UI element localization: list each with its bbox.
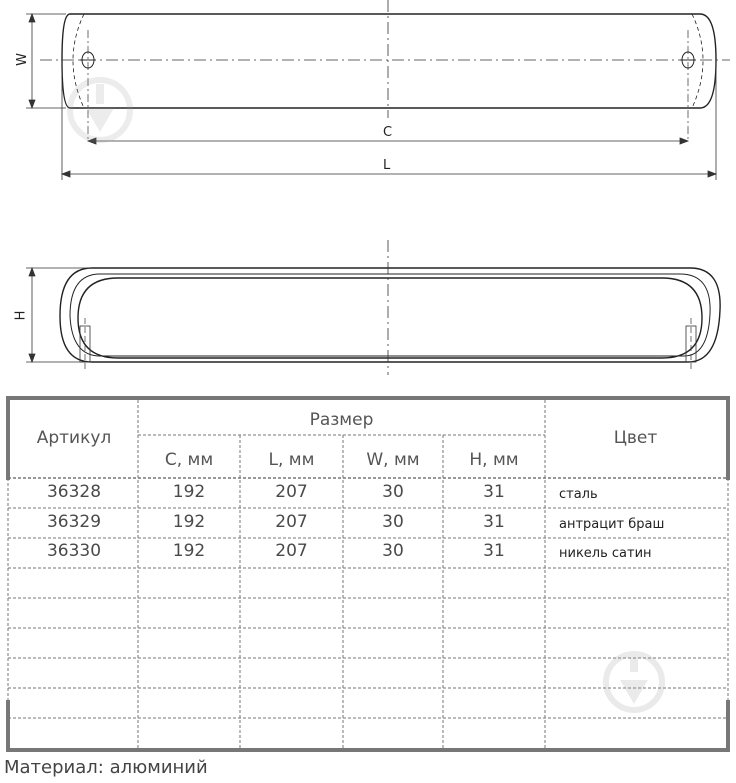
cell-w: 30 (382, 482, 404, 502)
cell-color: сталь (559, 487, 598, 502)
cell-c: 192 (172, 541, 206, 561)
cell-h: 31 (483, 512, 505, 532)
top-view (62, 14, 716, 108)
cell-l: 207 (275, 482, 308, 502)
label-h: H (13, 310, 29, 321)
label-l: L (383, 158, 391, 173)
watermark-logo-top (70, 80, 130, 140)
cell-article: 36328 (46, 482, 102, 502)
cell-color: антрацит браш (559, 517, 665, 532)
cell-l: 207 (275, 541, 308, 561)
subheader-h: H, мм (469, 450, 519, 470)
subheader-w: W, мм (366, 450, 420, 470)
dimension-h (26, 268, 92, 362)
label-w: W (14, 53, 30, 66)
cell-c: 192 (172, 482, 206, 502)
cell-color: никель сатин (559, 546, 652, 561)
cell-h: 31 (483, 541, 505, 561)
cell-w: 30 (382, 541, 404, 561)
subheader-l: L, мм (268, 450, 315, 470)
cell-article: 36329 (46, 512, 102, 532)
material-note: Материал: алюминий (4, 757, 208, 778)
cell-l: 207 (275, 512, 308, 532)
label-c: C (383, 125, 393, 140)
header-article: Артикул (36, 428, 112, 448)
header-size: Размер (309, 410, 374, 430)
subheader-c: C, мм (164, 450, 214, 470)
header-color: Цвет (613, 428, 658, 448)
cell-w: 30 (382, 512, 404, 532)
cell-h: 31 (483, 482, 505, 502)
cell-article: 36330 (46, 541, 102, 561)
dimension-w (26, 14, 66, 108)
watermark-logo-bottom (606, 652, 662, 710)
side-view (60, 268, 720, 362)
cell-c: 192 (172, 512, 206, 532)
